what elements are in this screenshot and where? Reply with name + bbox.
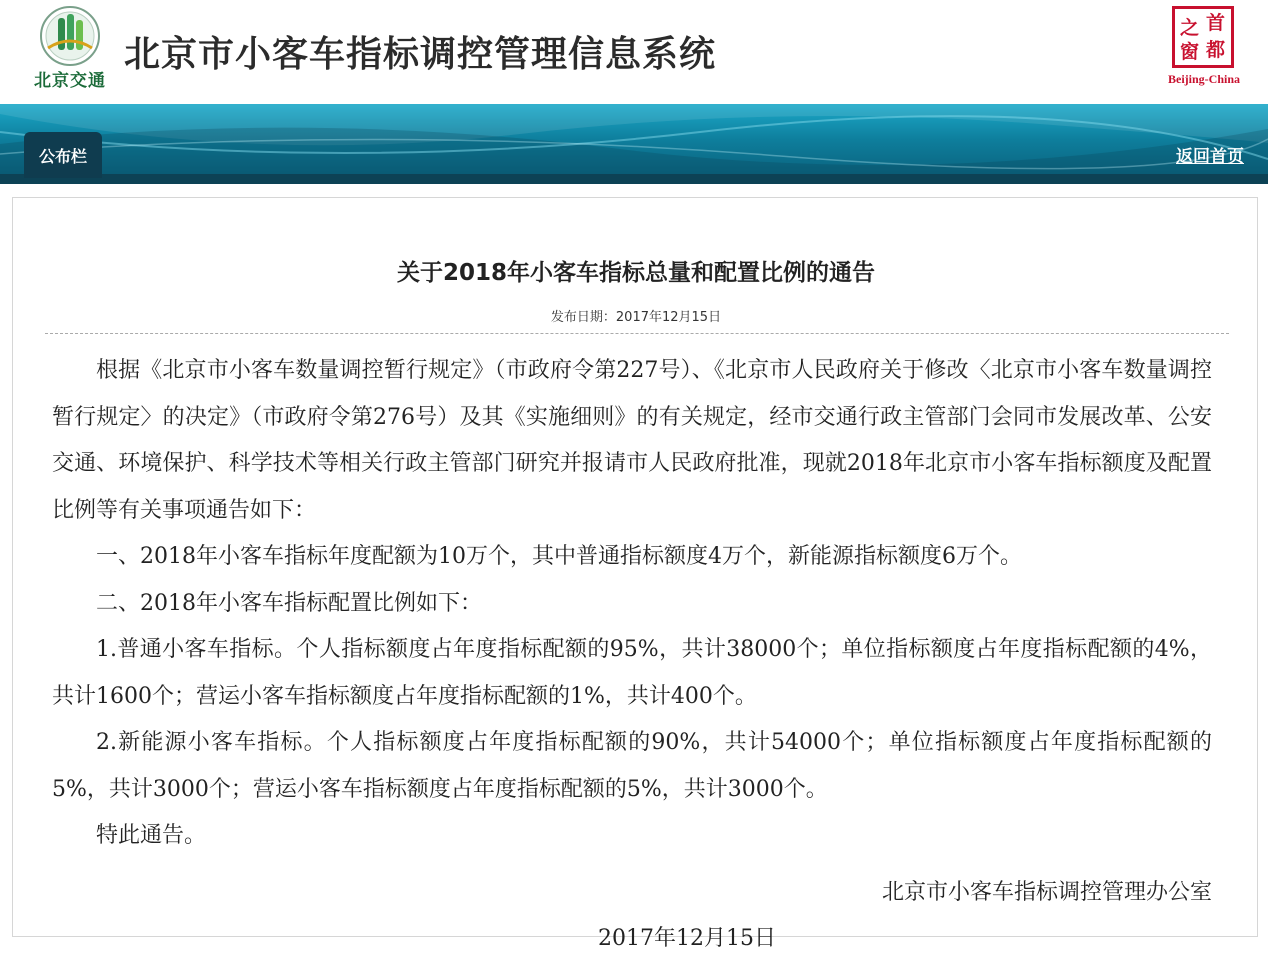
banner-strip: [0, 174, 1268, 184]
seal-icon: 之 首 窗 都: [1172, 6, 1234, 68]
notice-body: [52, 348, 1212, 963]
nav-banner: [0, 104, 1268, 184]
notice-paragraph: 2.新能源小客车指标。个人指标额度占年度指标配额的90%，共计54000个；单位指标额度占年度指标配额的5%，共计3000个；营运小客车指标额度占年度指标配额的5%，共计3000个。: [52, 730, 1212, 802]
site-title: 北京市小客车指标调控管理信息系统: [124, 34, 717, 75]
banner-wave-decoration: [0, 104, 1268, 184]
return-home-link[interactable]: 返回首页: [1176, 147, 1244, 167]
site-header: [0, 0, 1268, 104]
beijing-transport-logo[interactable]: [22, 4, 118, 96]
notice-paragraph: 特此通告。: [96, 823, 207, 848]
tab-bulletin-board[interactable]: 公布栏: [24, 132, 102, 178]
transport-emblem-icon: [22, 4, 118, 68]
title-divider: [45, 333, 1229, 334]
issuer-signature: 北京市小客车指标调控管理办公室: [881, 879, 1212, 905]
publish-date: 发布日期：2017年12月15日: [550, 310, 722, 325]
notice-paragraph: 根据《北京市小客车数量调控暂行规定》（市政府令第227号）、《北京市人民政府关于修改〈北京市小客车数量调控暂行规定〉的决定》（市政府令第276号）及其《实施细则》的有关规定，经市交通行政主管部门会同市发展改革、公安交通、环境保护、科学技术等相关行政主管部门研究并报请市人民政府批准，现就2018年北京市小客车指标额度及配置比例等有关事项通告如下：: [52, 358, 1212, 523]
beijing-china-logo[interactable]: [1168, 6, 1240, 88]
notice-card: [12, 197, 1258, 951]
notice-paragraph: 一、2018年小客车指标年度配额为10万个，其中普通指标额度4万个，新能源指标额度6万个。: [96, 544, 1022, 569]
logo-caption: 北京交通: [34, 71, 106, 91]
sign-date: 2017年12月15日: [598, 926, 776, 951]
notice-paragraph: 1.普通小客车指标。个人指标额度占年度指标配额的95%，共计38000个；单位指标额度占年度指标配额的4%，共计1600个；营运小客车指标额度占年度指标配额的1%，共计400个。: [52, 637, 1212, 709]
notice-paragraph: 二、2018年小客车指标配置比例如下：: [96, 590, 482, 616]
logo-tagline: Beijing-China: [1168, 72, 1241, 86]
notice-title: 关于2018年小客车指标总量和配置比例的通告: [396, 260, 875, 286]
